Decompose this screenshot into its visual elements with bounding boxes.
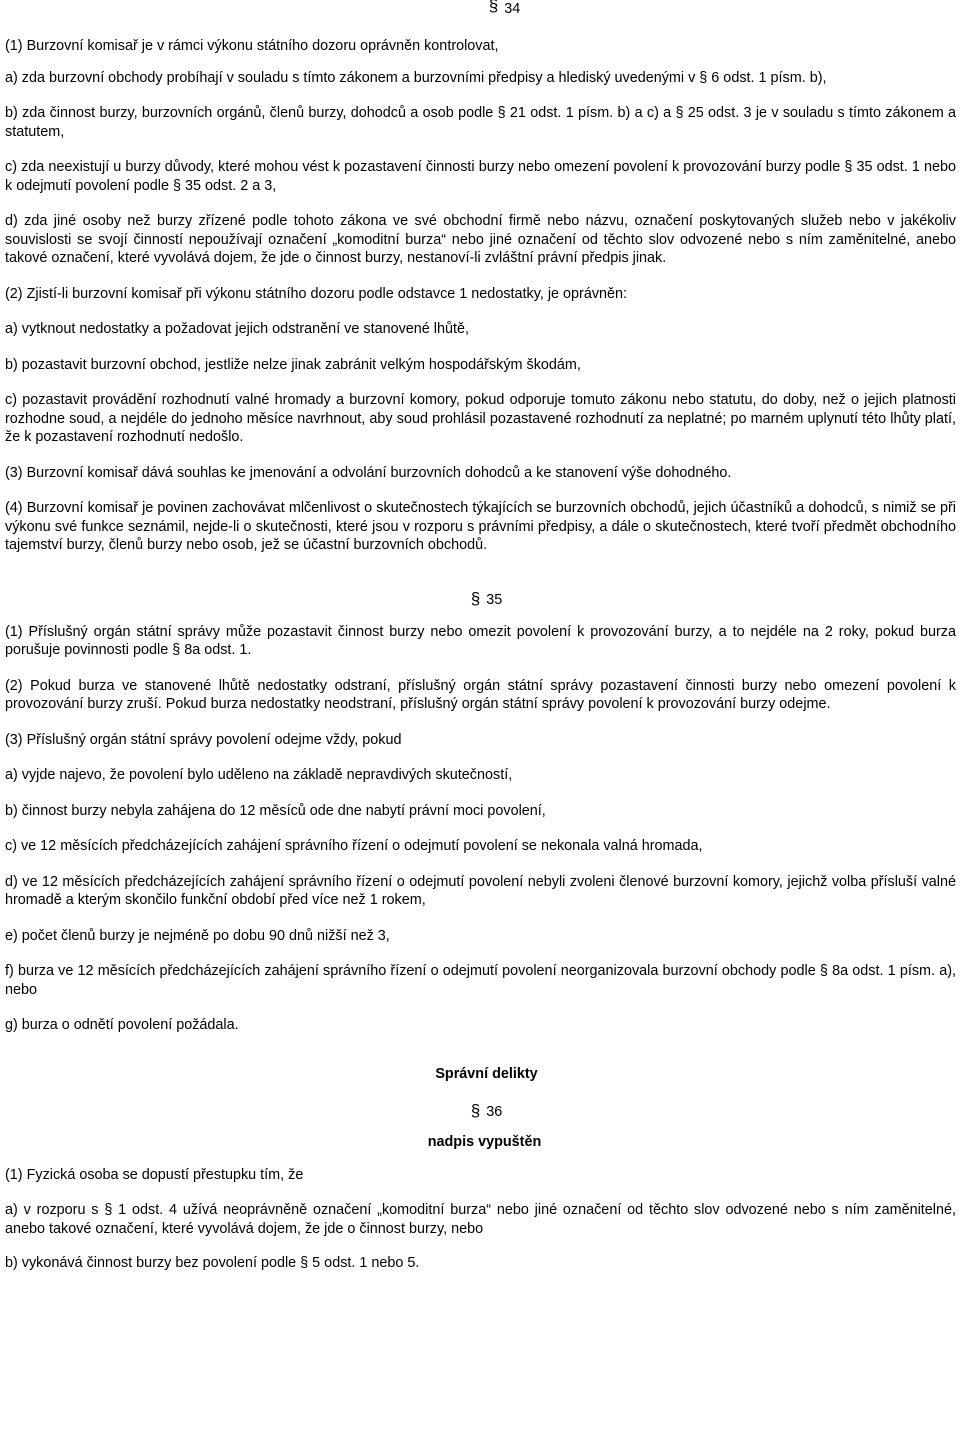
section-34-heading — [5, 0, 956, 16]
s34-paragraph-2: (2) Zjistí-li burzovní komisař při výkonu státního dozoru podle odstavce 1 nedostatky, je oprávněn: — [5, 285, 628, 302]
s34-p2-point-b: b) pozastavit burzovní obchod, jestliže nelze jinak zabránit velkým hospodářským škodám, — [5, 356, 581, 373]
section-number: 36 — [486, 1104, 503, 1120]
s35-paragraph-3: (3) Příslušný orgán státní správy povolení odejme vždy, pokud — [5, 731, 402, 748]
s36-paragraph-1: (1) Fyzická osoba se dopustí přestupku tím, že — [5, 1166, 304, 1183]
s35-point-d: d) ve 12 měsících předcházejících zahájení správního řízení o odejmutí povolení nebyli zvoleni členové burzovní komory, jejichž volba přísluší valné hromadě a kterým skončilo funkční období před více než 1 rokem, — [5, 873, 956, 908]
section-symbol: § — [488, 0, 499, 15]
s34-paragraph-3: (3) Burzovní komisař dává souhlas ke jmenování a odvolání burzovních dohodců a ke stanovení výše dohodného. — [5, 464, 732, 481]
s36-point-b: b) vykonává činnost burzy bez povolení podle § 5 odst. 1 nebo 5. — [5, 1255, 420, 1271]
s34-point-c: c) zda neexistují u burzy důvody, které mohou vést k pozastavení činnosti burzy nebo omezení povolení k provozování burzy podle § 35 odst. 1 nebo k odejmutí povolení podle § 35 odst. 2 a 3, — [5, 159, 956, 194]
part-heading: Správní delikty — [435, 1065, 538, 1082]
s35-point-a: a) vyjde najevo, že povolení bylo uděleno na základě nepravdivých skutečností, — [5, 767, 513, 783]
s35-point-e: e) počet členů burzy je nejméně po dobu 90 dnů nižší než 3, — [5, 927, 390, 944]
s35-point-f: f) burza ve 12 měsících předcházejících zahájení správního řízení o odejmutí povolení neorganizovala burzovní obchody podle § 8a odst. 1 písm. a), nebo — [5, 963, 956, 998]
s34-point-a: a) zda burzovní obchody probíhají v souladu s tímto zákonem a burzovními předpisy a hlediský uvedenými v § 6 odst. 1 písm. b), — [5, 69, 827, 86]
s35-point-b: b) činnost burzy nebyla zahájena do 12 měsíců ode dne nabytí právní moci povolení, — [5, 802, 546, 819]
section-36-heading — [5, 1101, 956, 1121]
section-number: 35 — [486, 591, 503, 608]
s34-paragraph-1: (1) Burzovní komisař je v rámci výkonu státního dozoru oprávněn kontrolovat, — [5, 38, 499, 54]
s34-point-b: b) zda činnost burzy, burzovních orgánů, členů burzy, dohodců a osob podle § 21 odst. 1 písm. b) a c) a § 25 odst. 3 je v souladu s tímto zákonem a statutem, — [5, 105, 956, 140]
s34-paragraph-4: (4) Burzovní komisař je povinen zachovávat mlčenlivost o skutečnostech týkajících se burzovních obchodů, jejich účastníků a dohodců, s nimiž se při výkonu své funkce seznámil, nejde-li o skutečnosti, které jsou v rozporu s právními předpisy, a dále o skutečnostech, které tvoří předmět obchodního tajemství burzy, členů burzy nebo osob, jež se účastní burzovních obchodů. — [5, 500, 956, 553]
section-35-heading — [5, 589, 956, 609]
s34-p2-point-a: a) vytknout nedostatky a požadovat jejich odstranění ve stanovené lhůtě, — [5, 321, 469, 337]
section-subheading: nadpis vypuštěn — [427, 1134, 542, 1150]
s35-paragraph-1: (1) Příslušný orgán státní správy může pozastavit činnost burzy nebo omezit povolení k provozování burzy, a to nejdéle na 2 roky, pokud burza porušuje povinnosti podle § 8a odst. 1. — [5, 623, 956, 658]
s35-point-g: g) burza o odnětí povolení požádala. — [5, 1017, 239, 1033]
s35-point-c: c) ve 12 měsících předcházejících zahájení správního řízení o odejmutí povolení se nekonala valná hromada, — [5, 838, 703, 854]
s34-point-d: d) zda jiné osoby než burzy zřízené podle tohoto zákona ve své obchodní firmě nebo názvu, označení poskytovaných služeb nebo v jakékoliv souvislosti se svojí činností nepoužívají označení „komoditní burza“ nebo jiné označení od těchto slov odvozené nebo s ním zaměnitelné, anebo takové označení, které vyvolává dojem, že jde o činnost burzy, nestanoví-li zvláštní právní předpis jinak. — [5, 213, 956, 266]
s35-paragraph-2: (2) Pokud burza ve stanovené lhůtě nedostatky odstraní, příslušný orgán státní správy pozastavení činnosti burzy nebo omezení povolení k provozování burzy zruší. Pokud burza nedostatky neodstraní, příslušný orgán státní správy povolení k provozování burzy odejme. — [5, 677, 956, 712]
section-symbol: § — [470, 588, 481, 608]
section-number: 34 — [504, 1, 521, 17]
s36-point-a: a) v rozporu s § 1 odst. 4 užívá neoprávněně označení „komoditní burza“ nebo jiné označení od těchto slov odvozené nebo s ním zaměnitelné, anebo takové označení, které vyvolává dojem, že jde o činnost burzy, nebo — [5, 1202, 956, 1237]
section-symbol: § — [470, 1101, 481, 1120]
document-page — [5, 0, 956, 1273]
s34-p2-point-c: c) pozastavit provádění rozhodnutí valné hromady a burzovní komory, pokud odporuje tomuto zákonu nebo statutu, do doby, než o jejich platnosti rozhodne soud, a nejdéle do jednoho měsíce navrhnout, aby soud prohlásil pozastavené rozhodnutí za neplatné; po marném uplynutí této lhůty platí, že k pozastavení rozhodnutí nedošlo. — [5, 392, 956, 445]
